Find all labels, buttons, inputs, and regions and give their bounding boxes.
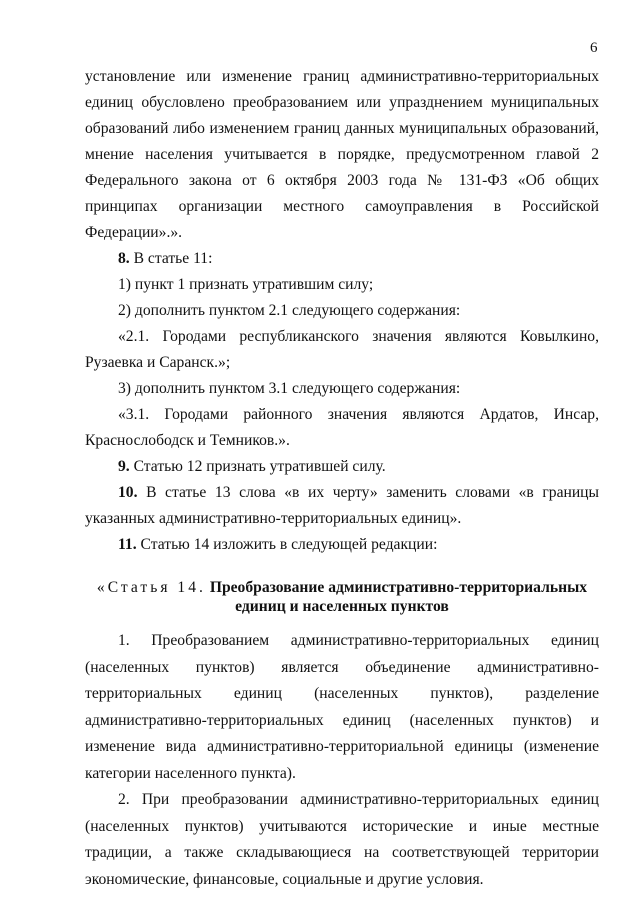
paragraph-text: 3) дополнить пунктом 3.1 следующего содержания:: [118, 380, 461, 397]
paragraph-item-10: [85, 480, 599, 532]
paragraph-item-8: [85, 246, 599, 272]
paragraph-quote-3-1: [85, 402, 599, 454]
paragraph-text: В статье 13 слова «в их черту» заменить словами «в границы указанных административно-территориальных единиц».: [85, 484, 599, 527]
paragraph-text: 1) пункт 1 признать утратившим силу;: [118, 276, 374, 293]
paragraph-text: «2.1. Городами республиканского значения являются Ковылкино, Рузаевка и Саранск.»;: [85, 328, 599, 371]
document-body: [85, 64, 599, 893]
page-number: 6: [590, 40, 598, 56]
paragraph-text: 2) дополнить пунктом 2.1 следующего содержания:: [118, 302, 461, 319]
item-number: 9.: [118, 458, 130, 475]
article-paragraph-2: [85, 787, 599, 893]
paragraph-text: установление или изменение границ административно-территориальных единиц обусловлено преобразованием или упразднением муниципальных образований либо изменением границ данных муниципальных образований, мнение населения учитывается в порядке, предусмотренном главой 2 Федерального закона от 6 октября 2003 года № 131-ФЗ «Об общих принципах организации местного самоуправления в Российской Федерации».».: [85, 68, 599, 241]
article-heading-title: Преобразование административно-территориальных единиц и населенных пунктов: [205, 579, 588, 615]
article-body: [85, 628, 599, 893]
paragraph-item-9: [85, 454, 599, 480]
paragraph-text: Статью 14 изложить в следующей редакции:: [136, 536, 438, 553]
paragraph-subitem-2: [85, 298, 599, 324]
article-paragraph-1: [85, 628, 599, 787]
paragraph-item-11: [85, 532, 599, 558]
paragraph-subitem-3: [85, 376, 599, 402]
article-heading-prefix: «Статья 14.: [96, 579, 206, 596]
article-heading: [85, 578, 599, 616]
item-number: 8.: [118, 250, 130, 267]
item-number: 11.: [118, 536, 137, 553]
paragraph-text: 2. При преобразовании административно-территориальных единиц (населенных пунктов) учитываются исторические и иные местные традиции, а также складывающиеся на соответствующей территории экономические, финансовые, социальные и другие условия.: [85, 791, 599, 888]
paragraph-text: «3.1. Городами районного значения являются Ардатов, Инсар, Краснослободск и Темников.».: [85, 406, 599, 449]
item-number: 10.: [118, 484, 138, 501]
paragraph-text: Статью 12 признать утратившей силу.: [129, 458, 386, 475]
paragraph-text: 1. Преобразованием административно-территориальных единиц (населенных пунктов) является объединение административно-территориальных единиц (населенных пунктов), разделение административно-территориальных единиц (населенных пунктов) и изменение вида административно-территориальной единицы (изменение категории населенного пункта).: [85, 632, 599, 782]
paragraph-quote-2-1: [85, 324, 599, 376]
paragraph-text: В статье 11:: [129, 250, 213, 267]
paragraph-continuation: [85, 64, 599, 246]
paragraph-subitem-1: [85, 272, 599, 298]
